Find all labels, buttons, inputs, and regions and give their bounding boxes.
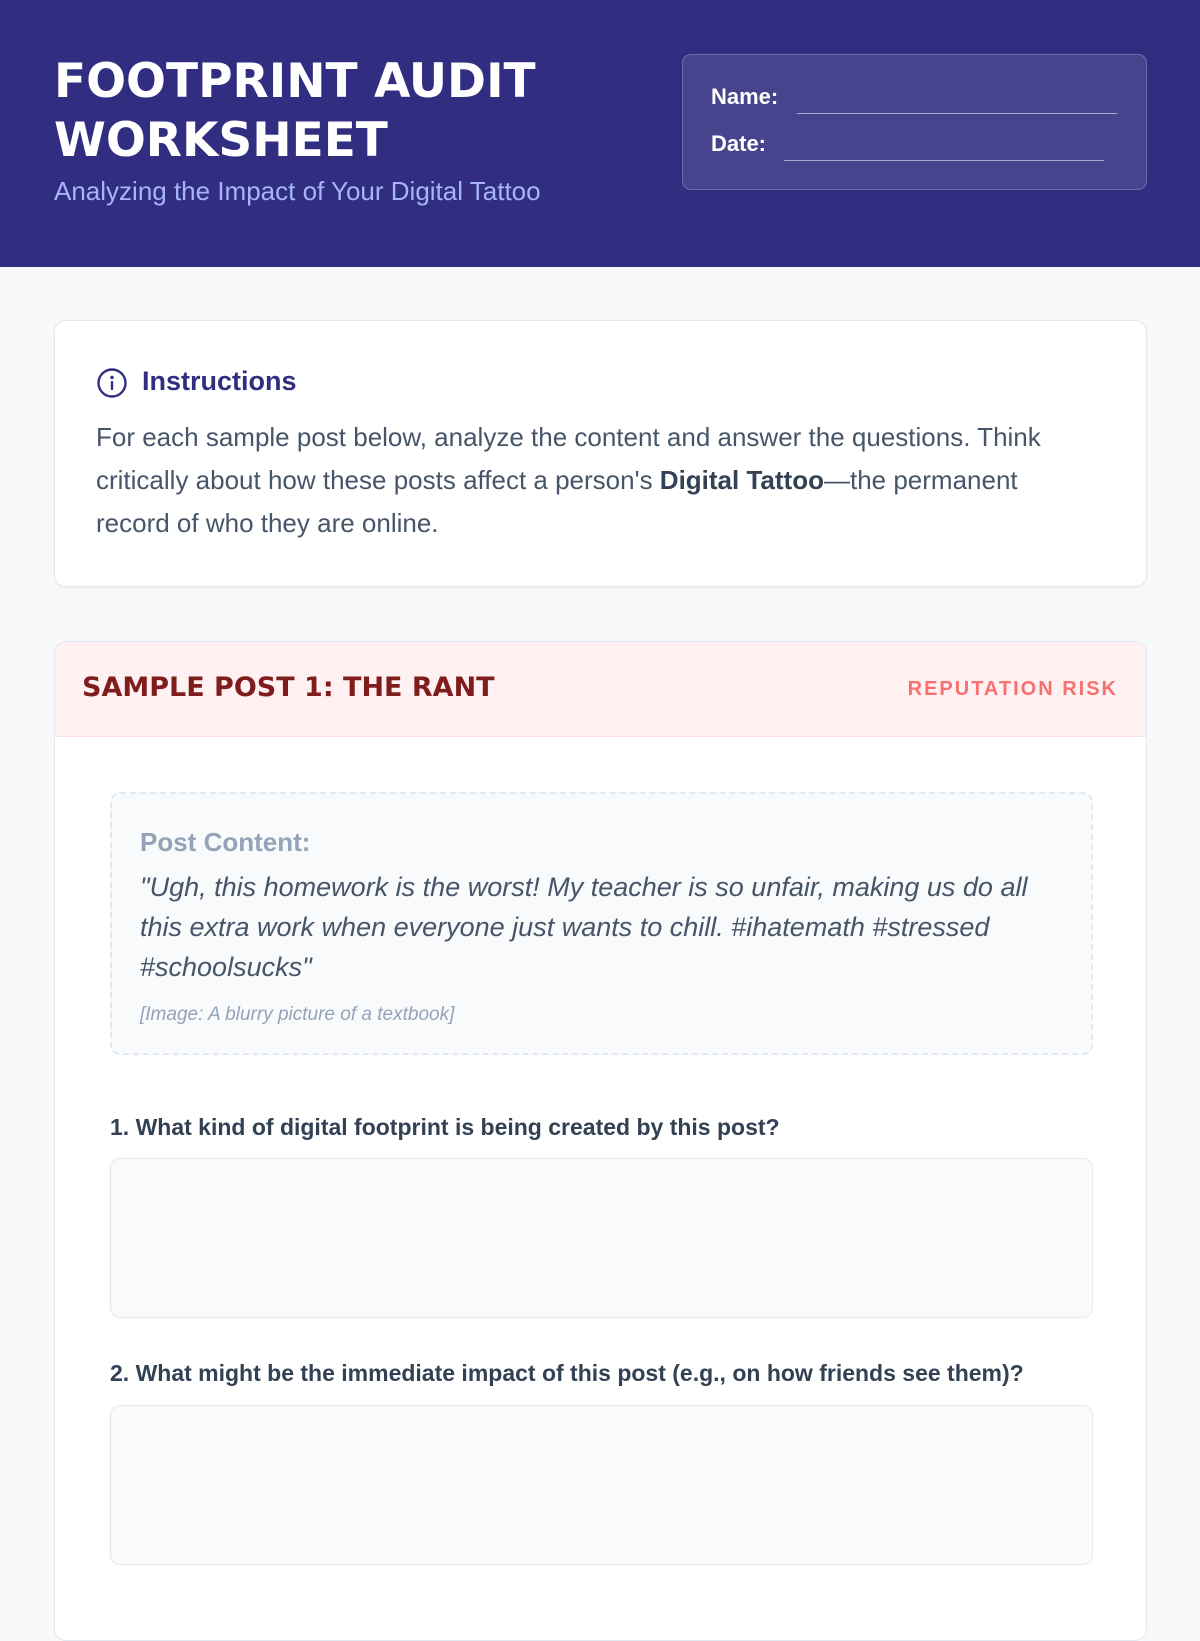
page-subtitle: Analyzing the Impact of Your Digital Tattoo xyxy=(54,176,541,206)
name-field[interactable] xyxy=(797,113,1117,114)
instructions-heading: Instructions xyxy=(142,366,297,396)
date-row xyxy=(711,131,1131,161)
post-content-box xyxy=(110,792,1093,1055)
date-label: Date: xyxy=(711,131,767,156)
name-row xyxy=(711,84,1131,114)
worksheet-header xyxy=(0,0,1200,267)
sample-post-title: SAMPLE POST 1: THE RANT xyxy=(82,672,495,703)
instructions-card xyxy=(54,320,1147,587)
answer-2-field[interactable] xyxy=(110,1405,1093,1565)
answer-1-field[interactable] xyxy=(110,1158,1093,1318)
instructions-text: For each sample post below, analyze the content and answer the questions. Think critically about how these posts affect a person's Digital Tattoo—the permanent record of who they are online. xyxy=(96,422,1041,538)
student-info-box xyxy=(682,54,1147,190)
question-2: 2. What might be the immediate impact of this post (e.g., on how friends see them)? xyxy=(110,1360,1024,1386)
post-content-text: "Ugh, this homework is the worst! My teacher is so unfair, making us do all this extra work when everyone just wants to chill. #ihatemath #stressed #schoolsucks" xyxy=(140,872,1028,982)
sample-post-header xyxy=(55,642,1146,737)
page-title: FOOTPRINT AUDIT WORKSHEET xyxy=(54,54,536,168)
digital-tattoo-term: Digital Tattoo xyxy=(659,465,824,495)
info-icon xyxy=(96,367,128,399)
name-label: Name: xyxy=(711,84,779,109)
question-1: 1. What kind of digital footprint is being created by this post? xyxy=(110,1114,780,1140)
sample-post-card xyxy=(54,641,1147,1641)
post-content-label: Post Content: xyxy=(140,827,311,857)
post-image-note: [Image: A blurry picture of a textbook] xyxy=(140,1004,455,1025)
date-field[interactable] xyxy=(784,160,1104,161)
risk-badge: REPUTATION RISK xyxy=(907,678,1118,700)
